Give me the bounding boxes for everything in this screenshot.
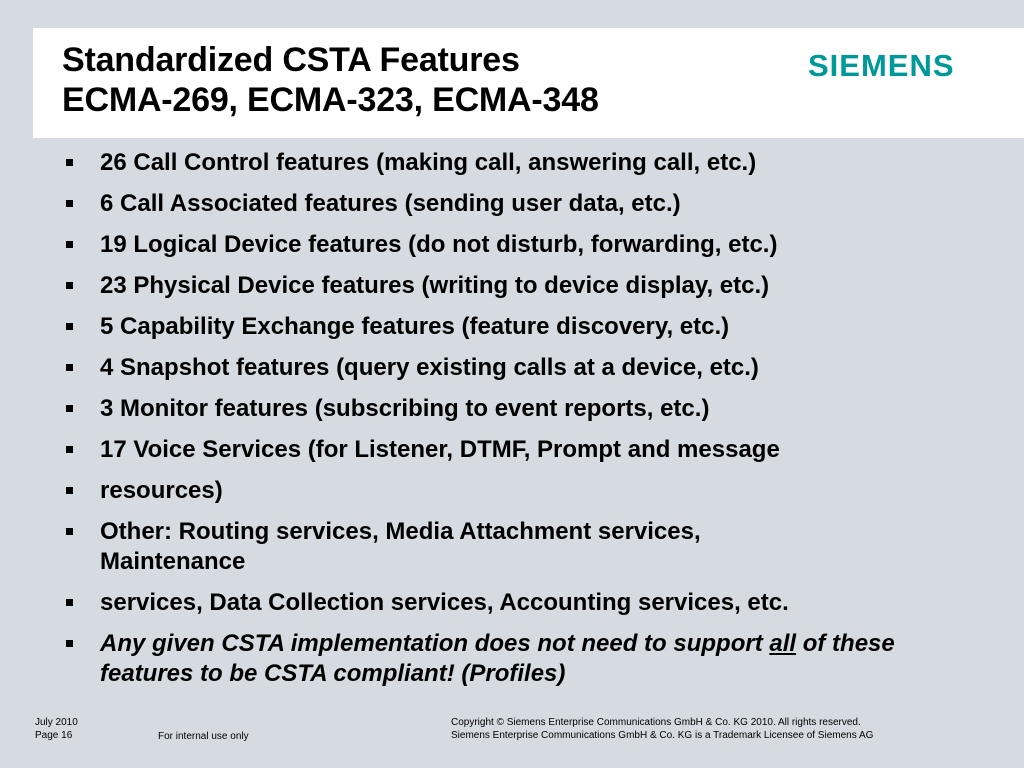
slide-title (62, 40, 599, 120)
bullet-item (66, 271, 966, 301)
bullet-marker-icon (66, 364, 73, 371)
bullet-item (66, 312, 966, 342)
bullet-item (66, 435, 966, 465)
bullet-text: 19 Logical Device features (do not disturb, forwarding, etc.) (100, 231, 778, 258)
bullet-marker-icon (66, 446, 73, 453)
bullet-marker-icon (66, 405, 73, 412)
bullet-marker-icon (66, 487, 73, 494)
bullet-marker-icon (66, 282, 73, 289)
note-text-before: Any given CSTA implementation does not need to support (100, 630, 770, 657)
bullet-marker-icon (66, 528, 73, 535)
note-text-after: of these features to be CSTA compliant! (Profiles) (100, 630, 895, 687)
bullet-item (66, 394, 966, 424)
footer-page: Page 16 (35, 730, 73, 741)
bullet-note-text (100, 630, 895, 687)
title-line-2: ECMA-269, ECMA-323, ECMA-348 (62, 81, 599, 119)
bullet-item (66, 148, 966, 178)
title-line-1: Standardized CSTA Features (62, 41, 520, 79)
bullet-text: 3 Monitor features (subscribing to event reports, etc.) (100, 395, 710, 422)
bullet-text: 23 Physical Device features (writing to device display, etc.) (100, 272, 770, 299)
bullet-marker-icon (66, 241, 73, 248)
bullet-list (66, 148, 966, 700)
bullet-text: 26 Call Control features (making call, answering call, etc.) (100, 149, 757, 176)
footer-date-page (35, 716, 78, 742)
footer-date: July 2010 (35, 717, 78, 728)
bullet-marker-icon (66, 159, 73, 166)
bullet-text: resources) (100, 477, 223, 504)
bullet-item (66, 230, 966, 260)
bullet-text: 5 Capability Exchange features (feature discovery, etc.) (100, 313, 730, 340)
bullet-item (66, 588, 966, 618)
bullet-marker-icon (66, 599, 73, 606)
footer-trademark-line: Siemens Enterprise Communications GmbH & Co. KG is a Trademark Licensee of Siemens AG (451, 730, 874, 741)
bullet-item-note (66, 629, 980, 689)
footer-copyright-line: Copyright © Siemens Enterprise Communications GmbH & Co. KG 2010. All rights reserved. (451, 717, 861, 728)
bullet-item (66, 189, 966, 219)
footer-internal: For internal use only (158, 731, 249, 742)
bullet-marker-icon (66, 640, 73, 647)
note-text-underlined: all (769, 630, 797, 657)
bullet-marker-icon (66, 323, 73, 330)
bullet-text: Other: Routing services, Media Attachment services, Maintenance (100, 518, 701, 575)
bullet-marker-icon (66, 200, 73, 207)
bullet-text: 6 Call Associated features (sending user data, etc.) (100, 190, 681, 217)
siemens-logo: SIEMENS (808, 48, 955, 83)
footer-copyright (451, 716, 873, 742)
bullet-text: services, Data Collection services, Accounting services, etc. (100, 589, 789, 616)
bullet-text: 4 Snapshot features (query existing calls at a device, etc.) (100, 354, 759, 381)
bullet-item (66, 476, 966, 506)
bullet-text: 17 Voice Services (for Listener, DTMF, Prompt and message (100, 436, 780, 463)
bullet-item (66, 517, 840, 577)
bullet-item (66, 353, 966, 383)
